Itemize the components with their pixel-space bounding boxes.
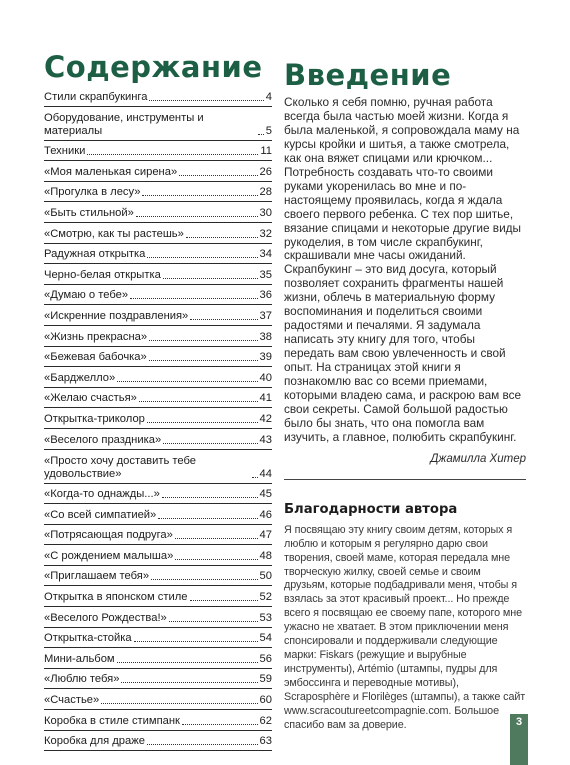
- toc-row: [44, 347, 272, 368]
- toc-row: [44, 86, 272, 107]
- toc-dot-leader: [147, 744, 258, 745]
- toc-entry-title: «Счастье»: [44, 694, 100, 707]
- toc-row: [44, 669, 272, 690]
- toc-entry-page: 54: [259, 632, 272, 645]
- toc-row: [44, 264, 272, 285]
- toc-row: [44, 141, 272, 162]
- toc-list: [44, 86, 272, 751]
- toc-entry-title: «Веселого Рождества!»: [44, 611, 167, 624]
- page-number: 3: [515, 716, 523, 728]
- toc-entry-page: 38: [259, 330, 272, 343]
- toc-row: [44, 408, 272, 429]
- toc-entry-page: 43: [259, 433, 272, 446]
- toc-entry-title: Открытка-триколор: [44, 412, 145, 425]
- toc-row: [44, 689, 272, 710]
- toc-entry-page: 44: [259, 467, 272, 480]
- toc-dot-leader: [175, 538, 258, 539]
- toc-dot-leader: [162, 497, 258, 498]
- toc-row: [44, 388, 272, 409]
- toc-entry-title: «Барджелло»: [44, 371, 116, 384]
- toc-row: [44, 648, 272, 669]
- toc-row: [44, 525, 272, 546]
- toc-row: [44, 710, 272, 731]
- intro-heading: Введение: [284, 58, 452, 92]
- toc-entry-page: 42: [259, 412, 272, 425]
- toc-row: [44, 450, 272, 484]
- toc-entry-page: 11: [260, 145, 272, 158]
- toc-entry-page: 26: [259, 165, 272, 178]
- toc-entry-page: 56: [259, 652, 272, 665]
- toc-dot-leader: [134, 641, 258, 642]
- toc-row: [44, 607, 272, 628]
- toc-entry-title: «Веселого праздника»: [44, 433, 162, 446]
- toc-entry-title: Открытка-стойка: [44, 632, 132, 645]
- toc-dot-leader: [163, 278, 258, 279]
- toc-entry-title: «Думаю о тебе»: [44, 289, 129, 302]
- toc-dot-leader: [190, 319, 257, 320]
- toc-entry-page: 30: [259, 206, 272, 219]
- toc-entry-page: 63: [259, 735, 272, 748]
- toc-entry-title: «Смотрю, как ты растешь»: [44, 227, 184, 240]
- toc-entry-page: 39: [259, 351, 272, 364]
- introduction-section: [284, 58, 526, 732]
- toc-entry-title: «Бежевая бабочка»: [44, 351, 147, 364]
- toc-row: [44, 161, 272, 182]
- toc-entry-title: Техники: [44, 145, 86, 158]
- toc-dot-leader: [130, 298, 257, 299]
- toc-dot-leader: [258, 134, 264, 135]
- toc-entry-title: Черно-белая открытка: [44, 268, 161, 281]
- intro-signature: Джамилла Хитер: [430, 452, 526, 465]
- toc-dot-leader: [158, 518, 257, 519]
- toc-row: [44, 504, 272, 525]
- toc-dot-leader: [121, 682, 257, 683]
- toc-entry-title: «Желаю счастья»: [44, 392, 137, 405]
- toc-dot-leader: [175, 559, 257, 560]
- toc-entry-title: Коробка для драже: [44, 735, 145, 748]
- toc-dot-leader: [142, 195, 257, 196]
- toc-row: [44, 484, 272, 505]
- toc-row: [44, 326, 272, 347]
- toc-entry-page: 47: [259, 529, 272, 542]
- toc-row: [44, 566, 272, 587]
- toc-row: [44, 305, 272, 326]
- toc-dot-leader: [117, 381, 257, 382]
- toc-dot-leader: [169, 621, 258, 622]
- toc-entry-title: Стили скрапбукинга: [44, 90, 148, 103]
- toc-entry-page: 37: [259, 309, 272, 322]
- toc-dot-leader: [87, 154, 258, 155]
- toc-entry-title: «Потрясающая подруга»: [44, 529, 173, 542]
- toc-entry-page: 59: [259, 673, 272, 686]
- table-of-contents: [44, 50, 272, 751]
- toc-entry-page: 35: [259, 268, 272, 281]
- toc-dot-leader: [163, 443, 257, 444]
- toc-row: [44, 202, 272, 223]
- toc-entry-title: Открытка в японском стиле: [44, 591, 188, 604]
- intro-text: Сколько я себя помню, ручная работа всегда была частью моей жизни. Когда я была маленькой, я сопровождала маму на курсы кройки и шитья, а также смотрела, как она вяжет спицами или крючком... Потребность создавать что-то своими руками укоренилась во мне и по-настоящему проявилась, когда я ждала своего первого ребенка. С тех пор шитье, вязание спицами и некоторые другие виды рукоделия, в том числе скрапбукинг, скрашивали мне часы ожиданий. Скрапбукинг – это вид досуга, который позволяет сохранить фрагменты нашей жизни, облечь в материальную форму воспоминания и поделиться своими радостями и печалями. Я задумала написать эту книгу для того, чтобы передать вам свою увлеченность и свой опыт. На страницах этой книги я познакомлю вас со всеми приемами, которыми владею сама, и раскрою вам все свои секреты. Самой большой радостью было бы знать, что она помогла вам изучить, а главное, полюбить скрапбукинг.: [284, 95, 522, 444]
- toc-dot-leader: [139, 401, 258, 402]
- toc-entry-page: 34: [259, 248, 272, 261]
- toc-row: [44, 285, 272, 306]
- toc-dot-leader: [151, 579, 257, 580]
- toc-entry-title: «Жизнь прекрасна»: [44, 330, 148, 343]
- toc-entry-title: Коробка в стиле стимпанк: [44, 714, 180, 727]
- toc-row: [44, 545, 272, 566]
- toc-entry-page: 50: [259, 570, 272, 583]
- toc-dot-leader: [149, 100, 263, 101]
- toc-row: [44, 182, 272, 203]
- toc-entry-page: 46: [259, 508, 272, 521]
- toc-dot-leader: [136, 216, 258, 217]
- toc-entry-title: «С рождением малыша»: [44, 549, 174, 562]
- toc-dot-leader: [182, 724, 258, 725]
- toc-entry-title: «Быть стильной»: [44, 206, 134, 219]
- toc-entry-page: 48: [259, 549, 272, 562]
- toc-entry-page: 52: [259, 591, 272, 604]
- toc-row: [44, 223, 272, 244]
- toc-entry-title: «Люблю тебя»: [44, 673, 120, 686]
- toc-entry-page: 36: [259, 289, 272, 302]
- toc-dot-leader: [149, 340, 257, 341]
- toc-entry-title: «Искренние поздравления»: [44, 309, 189, 322]
- toc-dot-leader: [101, 703, 257, 704]
- toc-entry-page: 41: [259, 392, 272, 405]
- toc-entry-page: 60: [259, 694, 272, 707]
- toc-row: [44, 731, 272, 752]
- toc-row: [44, 367, 272, 388]
- toc-row: [44, 628, 272, 649]
- toc-dot-leader: [147, 422, 258, 423]
- toc-dot-leader: [147, 257, 257, 258]
- toc-dot-leader: [117, 662, 258, 663]
- toc-entry-page: 62: [259, 714, 272, 727]
- toc-row: [44, 429, 272, 450]
- toc-entry-page: 5: [265, 124, 272, 137]
- toc-dot-leader: [190, 600, 258, 601]
- toc-entry-title: «Просто хочу доставить тебе удовольствие»: [44, 454, 197, 480]
- toc-entry-title: «Моя маленькая сирена»: [44, 165, 178, 178]
- acknowledgments-text: Я посвящаю эту книгу своим детям, которых я люблю и которым я регулярно дарю свои творения, своей маме, которая передала мне творческую жилку, своей семье и своим друзьям, которые подбадривали меня, чтобы я взялась за этот красивый проект... Но прежде всего я посвящаю ее своему папе, которого мне ужасно не хватает. В этом приключении меня спонсировали и поддерживали следующие марки: Fiskars (режущие и вырубные инструменты), Artémio (штампы, пудры для эмбоссинга и переводные мотивы), Scraposphère и Florilèges (штампы), а также сайт www.scracoutureetcompagnie.com. Большое спасибо вам за доверие.: [284, 523, 526, 731]
- toc-entry-title: «Приглашаем тебя»: [44, 570, 150, 583]
- toc-dot-leader: [252, 477, 258, 478]
- toc-entry-title: «Когда-то однажды...»: [44, 488, 160, 501]
- toc-dot-leader: [186, 237, 258, 238]
- toc-dot-leader: [149, 360, 258, 361]
- toc-entry-page: 40: [259, 371, 272, 384]
- toc-entry-page: 32: [259, 227, 272, 240]
- toc-row: [44, 107, 272, 141]
- toc-entry-title: Оборудование, инструменты и материалы: [44, 111, 204, 137]
- toc-entry-title: «Со всей симпатией»: [44, 508, 157, 521]
- toc-entry-page: 53: [259, 611, 272, 624]
- toc-dot-leader: [179, 175, 257, 176]
- acknowledgments-heading: Благодарности автора: [284, 479, 526, 521]
- toc-row: [44, 244, 272, 265]
- toc-heading: Содержание: [44, 50, 263, 84]
- toc-entry-page: 28: [259, 186, 272, 199]
- toc-row: [44, 586, 272, 607]
- toc-entry-title: Радужная открытка: [44, 248, 146, 261]
- toc-entry-title: «Прогулка в лесу»: [44, 186, 141, 199]
- toc-entry-page: 45: [259, 488, 272, 501]
- toc-entry-title: Мини-альбом: [44, 652, 115, 665]
- toc-entry-page: 4: [265, 90, 272, 103]
